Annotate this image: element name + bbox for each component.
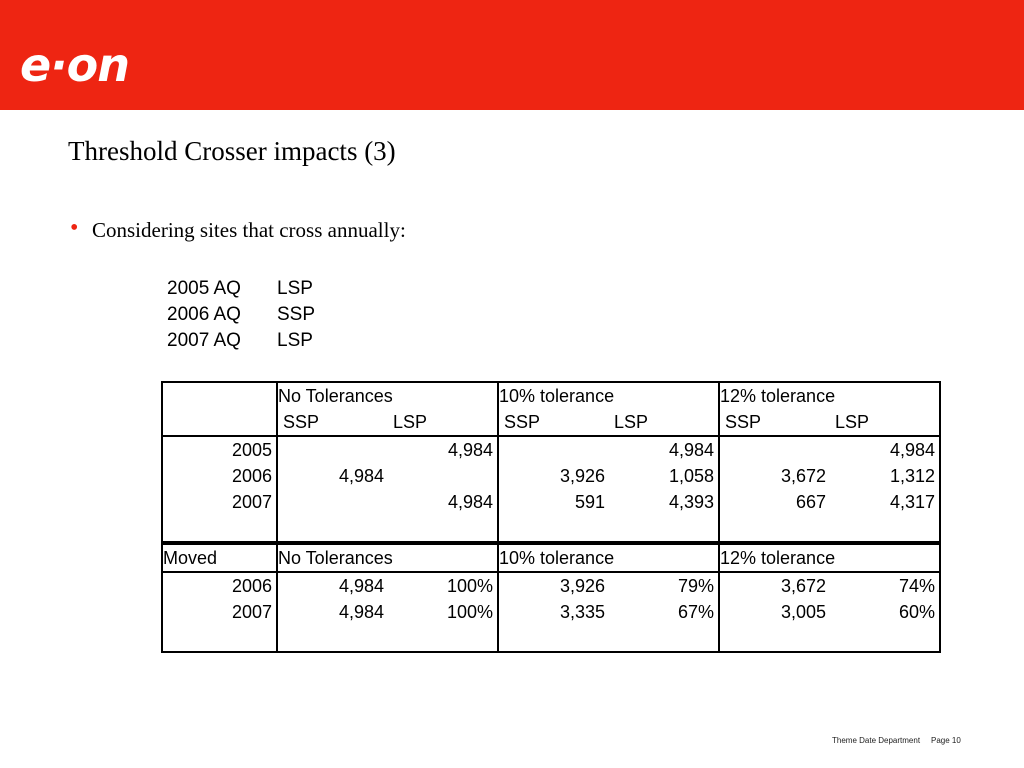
cell-value: 1,312 [889,466,935,486]
lsp-header: LSP [835,412,870,432]
table1-group-header [162,382,940,409]
aq-type: LSP [277,278,313,299]
cell-value: 4,984 [338,576,384,596]
cell-percent: 100% [446,576,493,596]
cell-value [278,489,388,515]
aq-year: 2005 AQ [167,278,241,299]
bullet-text: Considering sites that cross annually: [92,218,406,242]
row-year: 2006 [162,463,277,489]
lsp-header: LSP [393,412,428,432]
row-year: 2007 [162,489,277,515]
cell-value: 667 [795,492,826,512]
table-row [162,463,940,489]
row-year: 2005 [162,436,277,463]
cell-value: 3,926 [559,576,605,596]
cell-value: 4,984 [889,440,935,460]
cell-value [499,437,609,463]
row-year: 2007 [162,599,277,625]
cell-value [278,437,388,463]
aq-row [167,328,315,354]
cell-value: 4,984 [447,440,493,460]
group-header-10pct: 10% tolerance [498,543,719,572]
lsp-header: LSP [614,412,649,432]
spacer-row [162,515,940,543]
aq-type: SSP [277,304,316,325]
subheader-cell [498,409,719,436]
table1-subheader [162,409,940,436]
cell-value: 4,984 [447,492,493,512]
cell-value: 3,926 [559,466,605,486]
empty-corner-cell [162,382,277,409]
cell-value: 3,672 [780,576,826,596]
empty-corner-cell [162,409,277,436]
header-bar [0,0,1024,110]
aq-list [167,276,315,354]
eon-logo: e·on [20,38,130,92]
aq-type: LSP [277,330,313,351]
threshold-table [161,381,941,653]
table-row [162,572,940,599]
cell-value: 591 [574,492,605,512]
cell-value [388,463,497,489]
cell-value: 3,005 [780,602,826,622]
group-header-10pct: 10% tolerance [498,382,719,409]
row-year: 2006 [162,572,277,599]
cell-percent: 79% [677,576,714,596]
spacer-row [162,625,940,652]
aq-row [167,276,315,302]
cell-value: 4,984 [668,440,714,460]
group-header-12pct: 12% tolerance [719,382,940,409]
cell-percent: 100% [446,602,493,622]
slide-title: Threshold Crosser impacts (3) [68,136,396,166]
subheader-cell [277,409,498,436]
ssp-header: SSP [283,412,320,432]
cell-value: 4,317 [889,492,935,512]
cell-value: 4,393 [668,492,714,512]
cell-value [720,437,830,463]
cell-value: 3,672 [780,466,826,486]
bullet-icon: • [70,215,79,241]
group-header-no-tolerances: No Tolerances [277,382,498,409]
page-number: Page 10 [931,736,961,745]
table-row [162,599,940,625]
cell-percent: 67% [677,602,714,622]
table2-group-header [162,543,940,572]
moved-label: Moved [162,543,277,572]
group-header-no-tolerances: No Tolerances [277,543,498,572]
cell-value: 3,335 [559,602,605,622]
subheader-cell [719,409,940,436]
cell-percent: 60% [898,602,935,622]
cell-percent: 74% [898,576,935,596]
aq-year: 2006 AQ [167,304,241,325]
cell-value: 4,984 [338,602,384,622]
ssp-header: SSP [725,412,762,432]
cell-value: 1,058 [668,466,714,486]
aq-row [167,302,315,328]
ssp-header: SSP [504,412,541,432]
table-row [162,489,940,515]
footer-meta: Theme Date Department [832,736,921,745]
group-header-12pct: 12% tolerance [719,543,940,572]
aq-year: 2007 AQ [167,330,241,351]
cell-value: 4,984 [338,466,384,486]
table-row [162,436,940,463]
